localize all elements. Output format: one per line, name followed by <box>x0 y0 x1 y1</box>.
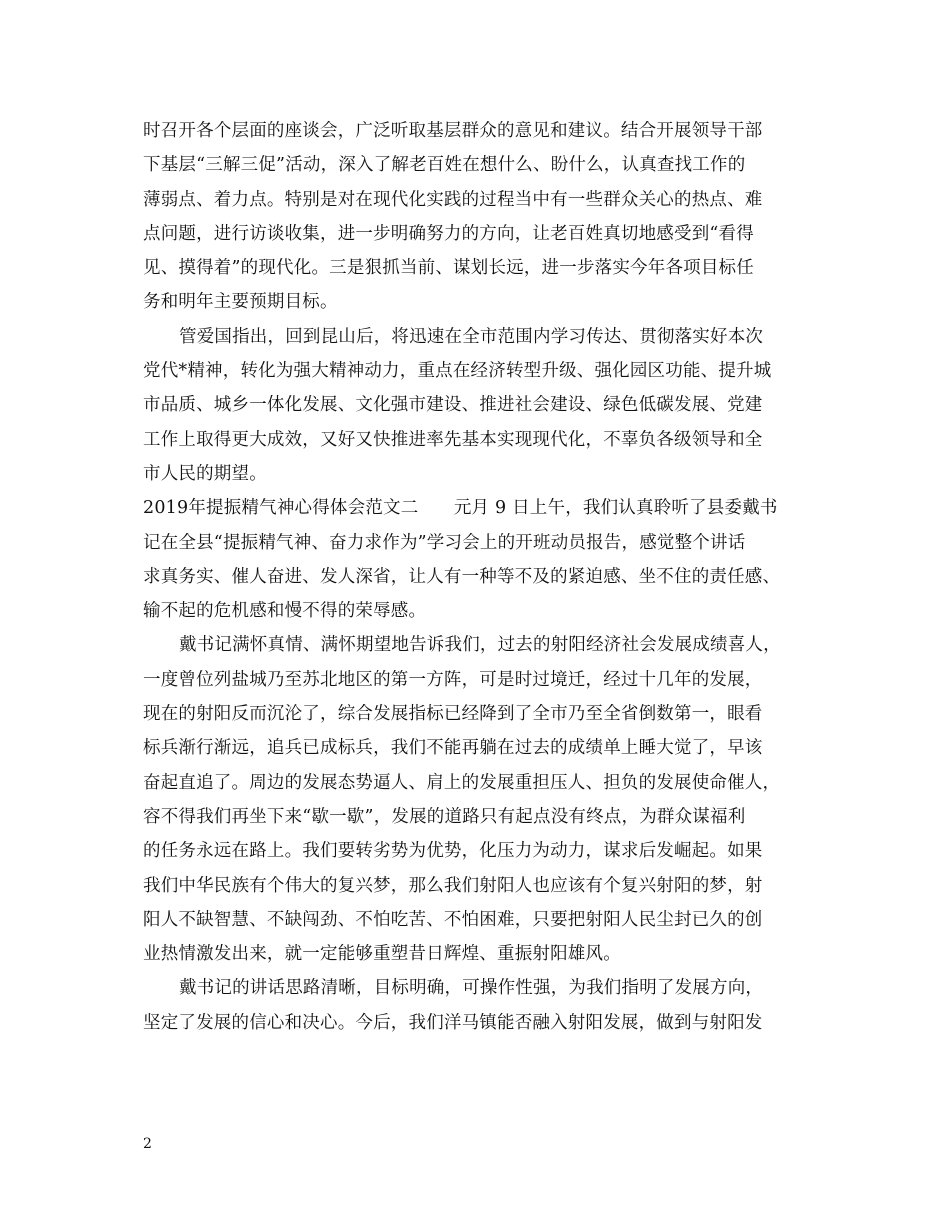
text-line: 我们中华民族有个伟大的复兴梦，那么我们射阳人也应该有个复兴射阳的梦，射 <box>143 875 763 896</box>
text-line: 管爱国指出，回到昆山后，将迅速在全市范围内学习传达、贯彻落实好本次 <box>179 326 764 347</box>
text-line: 的任务永远在路上。我们要转劣势为优势，化压力为动力，谋求后发崛起。如果 <box>143 841 763 862</box>
text-line: 输不起的危机感和慢不得的荣辱感。 <box>143 601 427 622</box>
text-line: 薄弱点、着力点。特别是对在现代化实践的过程当中有一些群众关心的热点、难 <box>143 189 763 210</box>
text-line: 市人民的期望。 <box>143 463 267 484</box>
text-line: 点问题，进行访谈收集，进一步明确努力的方向，让老百姓真切地感受到“看得 <box>143 223 754 244</box>
text-line: 奋起直追了。周边的发展态势逼人、肩上的发展重担压人、担负的发展使命催人， <box>143 772 781 793</box>
text-line: 工作上取得更大成效，又好又快推进率先基本实现现代化，不辜负各级领导和全 <box>143 429 763 450</box>
text-line: 记在全县“提振精气神、奋力求作为”学习会上的开班动员报告，感觉整个讲话 <box>143 532 746 553</box>
text-line: 下基层“三解三促”活动，深入了解老百姓在想什么、盼什么，认真查找工作的 <box>143 155 746 176</box>
text-line: 戴书记的讲话思路清晰，目标明确，可操作性强，为我们指明了发展方向， <box>179 978 764 999</box>
text-line: 标兵渐行渐远，追兵已成标兵，我们不能再躺在过去的成绩单上睡大觉了，早该 <box>143 738 763 759</box>
text-line: 现在的射阳反而沉沦了，综合发展指标已经降到了全市乃至全省倒数第一，眼看 <box>143 704 763 725</box>
page-number: 2 <box>143 1136 152 1152</box>
text-line: 市品质、城乡一体化发展、文化强市建设、推进社会建设、绿色低碳发展、党建 <box>143 395 763 416</box>
text-line: 阳人不缺智慧、不缺闯劲、不怕吃苦、不怕困难，只要把射阳人民尘封已久的创 <box>143 909 763 930</box>
text-line: 时召开各个层面的座谈会，广泛听取基层群众的意见和建议。结合开展领导干部 <box>143 121 763 141</box>
body-text <box>143 114 823 1040</box>
text-line: 一度曾位列盐城乃至苏北地区的第一方阵，可是时过境迁，经过十几年的发展， <box>143 669 763 690</box>
text-line: 业热情激发出来，就一定能够重塑昔日辉煌、重振射阳雄风。 <box>143 944 621 965</box>
text-line: 容不得我们再坐下来“歇一歇”，发展的道路只有起点没有终点，为群众谋福利 <box>143 806 746 827</box>
text-line: 戴书记满怀真情、满怀期望地告诉我们，过去的射阳经济社会发展成绩喜人， <box>179 635 781 656</box>
text-line: 务和明年主要预期目标。 <box>143 292 338 313</box>
text-line: 见、摸得着”的现代化。三是狠抓当前、谋划长远，进一步落实今年各项目标任 <box>143 258 754 279</box>
text-line: 求真务实、催人奋进、发人深省，让人有一种等不及的紧迫感、坐不住的责任感、 <box>143 566 781 587</box>
text-line: 2019年提振精气神心得体会范文二 元月 9 日上午，我们认真聆听了县委戴书 <box>143 498 778 519</box>
text-line: 党代*精神，转化为强大精神动力，重点在经济转型升级、强化园区功能、提升城 <box>143 361 772 382</box>
text-line: 坚定了发展的信心和决心。今后，我们洋马镇能否融入射阳发展，做到与射阳发 <box>143 1012 763 1033</box>
